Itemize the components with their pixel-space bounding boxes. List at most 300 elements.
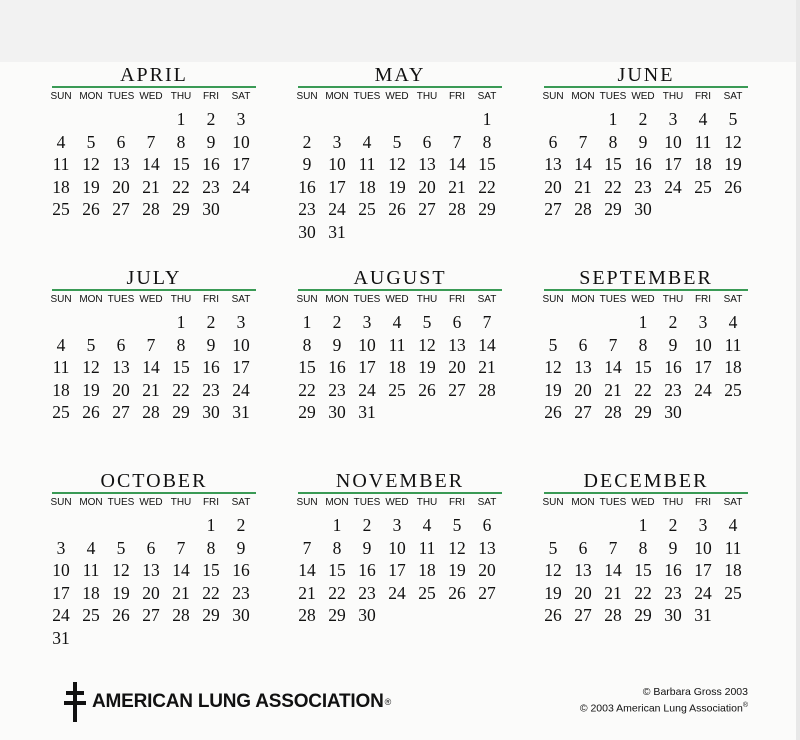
month-title: MAY [374, 64, 426, 86]
credits [580, 686, 748, 716]
weekday-label: MON [79, 91, 103, 102]
weekday-label: MON [571, 91, 595, 102]
weekday-label: WED [631, 294, 655, 305]
day-number: 19 [112, 582, 130, 603]
day-number: 16 [202, 357, 220, 377]
day-number: 1 [302, 312, 312, 332]
day-number: 29 [172, 402, 190, 422]
day-number: 27 [112, 199, 130, 219]
copyright-line [580, 699, 748, 716]
day-number: 25 [724, 379, 742, 400]
weekday-label: WED [139, 497, 163, 508]
day-number: 29 [328, 605, 346, 625]
day-number: 22 [478, 176, 496, 197]
day-number: 26 [418, 379, 436, 400]
day-number: 22 [634, 582, 652, 603]
day-number: 28 [448, 199, 466, 219]
day-number: 19 [724, 154, 742, 174]
weekday-label: FRI [202, 497, 220, 508]
day-number: 3 [392, 515, 402, 535]
day-number: 6 [578, 537, 588, 558]
weekday-label: WED [385, 294, 409, 305]
empty-cell [76, 108, 106, 131]
day-grid [292, 108, 502, 243]
day-number: 11 [694, 131, 712, 152]
day-number: 2 [362, 515, 372, 535]
month-title: NOVEMBER [335, 470, 465, 492]
day-number: 20 [478, 560, 496, 580]
day-number: 9 [206, 131, 216, 152]
day-number: 23 [202, 379, 220, 400]
day-number: 14 [172, 560, 190, 580]
day-number: 18 [694, 154, 712, 174]
weekday-label: SUN [296, 497, 318, 508]
empty-cell [76, 514, 106, 537]
day-number: 17 [232, 154, 250, 174]
day-number: 8 [302, 334, 312, 355]
month-rule [544, 492, 748, 494]
weekday-label: TUES [353, 91, 381, 102]
day-number: 14 [448, 154, 466, 174]
day-number: 2 [332, 312, 342, 332]
day-number: 12 [112, 560, 130, 580]
day-number: 13 [574, 560, 592, 580]
weekday-label: SAT [477, 294, 497, 305]
day-number: 10 [328, 154, 346, 174]
day-grid [46, 514, 256, 649]
weekday-label: MON [571, 497, 595, 508]
day-number: 22 [202, 582, 220, 603]
month-rule [544, 289, 748, 291]
day-number: 13 [544, 154, 562, 174]
weekday-label: SAT [477, 91, 497, 102]
weekday-label: FRI [202, 294, 220, 305]
month-rule [52, 289, 256, 291]
empty-cell [598, 514, 628, 537]
day-number: 7 [482, 312, 492, 332]
day-number: 15 [202, 560, 220, 580]
day-number: 8 [206, 537, 216, 558]
month-june [538, 64, 748, 221]
empty-cell [598, 311, 628, 334]
day-number: 7 [176, 537, 186, 558]
day-number: 27 [112, 402, 130, 422]
day-number: 25 [694, 176, 712, 197]
day-number: 16 [202, 154, 220, 174]
day-number: 27 [574, 605, 592, 625]
weekday-header [292, 293, 502, 307]
day-number: 15 [172, 357, 190, 377]
day-number: 22 [328, 582, 346, 603]
weekday-label: MON [571, 294, 595, 305]
day-number: 14 [142, 357, 160, 377]
day-grid [538, 108, 748, 221]
copyright-text: © 2003 American Lung Association [579, 702, 743, 715]
weekday-label: TUES [599, 294, 627, 305]
weekday-label: TUES [599, 497, 627, 508]
weekday-label: WED [631, 497, 655, 508]
weekday-label: WED [139, 91, 163, 102]
day-number: 15 [634, 357, 652, 377]
weekday-label: SUN [50, 497, 72, 508]
day-number: 25 [52, 402, 70, 422]
day-number: 14 [604, 560, 622, 580]
day-number: 9 [362, 537, 372, 558]
day-number: 3 [698, 312, 708, 332]
month-may [292, 64, 502, 243]
day-number: 14 [478, 334, 496, 355]
empty-cell [538, 108, 568, 131]
day-number: 20 [112, 379, 130, 400]
day-number: 24 [232, 176, 250, 197]
day-number: 11 [52, 154, 70, 174]
day-number: 15 [478, 154, 496, 174]
empty-cell [568, 108, 598, 131]
day-number: 24 [328, 199, 346, 219]
day-number: 5 [548, 334, 558, 355]
weekday-header [292, 90, 502, 104]
day-number: 26 [544, 605, 562, 625]
day-number: 24 [358, 379, 376, 400]
day-number: 3 [236, 109, 246, 129]
day-number: 29 [202, 605, 220, 625]
day-number: 21 [604, 582, 622, 603]
day-number: 13 [112, 357, 130, 377]
day-number: 1 [482, 109, 492, 129]
day-number: 12 [418, 334, 436, 355]
day-number: 14 [142, 154, 160, 174]
empty-cell [538, 311, 568, 334]
weekday-label: SUN [296, 91, 318, 102]
day-number: 19 [418, 357, 436, 377]
weekday-label: SUN [296, 294, 318, 305]
day-number: 23 [664, 379, 682, 400]
day-number: 25 [52, 199, 70, 219]
day-number: 27 [448, 379, 466, 400]
day-number: 11 [724, 334, 742, 355]
day-number: 26 [544, 402, 562, 422]
day-number: 13 [478, 537, 496, 558]
copyright-registered-mark: ® [742, 702, 748, 709]
day-number: 18 [358, 176, 376, 197]
day-number: 22 [298, 379, 316, 400]
day-number: 14 [298, 560, 316, 580]
day-number: 20 [112, 176, 130, 197]
day-number: 12 [82, 154, 100, 174]
day-number: 26 [82, 402, 100, 422]
day-number: 15 [328, 560, 346, 580]
day-number: 17 [388, 560, 406, 580]
weekday-label: SUN [542, 91, 564, 102]
day-number: 2 [236, 515, 246, 535]
empty-cell [568, 311, 598, 334]
day-number: 17 [664, 154, 682, 174]
day-number: 30 [202, 402, 220, 422]
day-number: 21 [448, 176, 466, 197]
weekday-label: TUES [353, 497, 381, 508]
day-number: 10 [694, 537, 712, 558]
day-number: 5 [548, 537, 558, 558]
day-number: 8 [638, 537, 648, 558]
day-number: 28 [478, 379, 496, 400]
day-number: 23 [358, 582, 376, 603]
empty-cell [106, 108, 136, 131]
day-number: 7 [452, 131, 462, 152]
day-number: 11 [82, 560, 100, 580]
day-number: 10 [664, 131, 682, 152]
day-number: 23 [232, 582, 250, 603]
weekday-label: THU [170, 497, 192, 508]
month-april [46, 64, 256, 221]
day-number: 6 [548, 131, 558, 152]
day-number: 17 [52, 582, 70, 603]
day-number: 25 [82, 605, 100, 625]
day-number: 9 [302, 154, 312, 174]
day-number: 3 [56, 537, 66, 558]
day-number: 11 [388, 334, 406, 355]
month-rule [544, 86, 748, 88]
weekday-label: SAT [477, 497, 497, 508]
day-number: 1 [206, 515, 216, 535]
weekday-label: THU [662, 91, 684, 102]
day-number: 25 [388, 379, 406, 400]
day-number: 6 [146, 537, 156, 558]
month-title: APRIL [120, 64, 188, 86]
day-number: 28 [604, 605, 622, 625]
day-number: 5 [422, 312, 432, 332]
artist-credit: © Barbara Gross 2003 [642, 686, 748, 698]
month-rule [298, 289, 502, 291]
weekday-label: THU [170, 91, 192, 102]
weekday-label: FRI [694, 294, 712, 305]
day-number: 3 [668, 109, 678, 129]
day-number: 15 [634, 560, 652, 580]
day-number: 5 [86, 131, 96, 152]
weekday-label: TUES [107, 497, 135, 508]
weekday-header [46, 496, 256, 510]
day-number: 20 [418, 176, 436, 197]
weekday-label: FRI [694, 91, 712, 102]
day-number: 21 [142, 176, 160, 197]
day-number: 24 [232, 379, 250, 400]
month-title: JUNE [617, 64, 675, 86]
weekday-label: TUES [107, 91, 135, 102]
day-number: 11 [724, 537, 742, 558]
weekday-label: WED [385, 497, 409, 508]
day-number: 24 [694, 582, 712, 603]
day-number: 15 [604, 154, 622, 174]
day-number: 14 [604, 357, 622, 377]
day-number: 6 [422, 131, 432, 152]
weekday-label: SAT [723, 294, 743, 305]
day-number: 7 [578, 131, 588, 152]
day-number: 5 [452, 515, 462, 535]
weekday-label: SAT [231, 497, 251, 508]
month-october [46, 470, 256, 649]
empty-cell [46, 108, 76, 131]
weekday-label: FRI [202, 91, 220, 102]
day-number: 22 [172, 176, 190, 197]
day-number: 13 [142, 560, 160, 580]
day-number: 12 [544, 560, 562, 580]
day-number: 16 [298, 176, 316, 197]
day-number: 24 [694, 379, 712, 400]
day-number: 8 [638, 334, 648, 355]
weekday-header [46, 293, 256, 307]
month-title: OCTOBER [100, 470, 208, 492]
empty-cell [322, 108, 352, 131]
month-title: JULY [126, 267, 182, 289]
day-number: 1 [638, 312, 648, 332]
weekday-label: MON [79, 294, 103, 305]
weekday-label: SAT [231, 294, 251, 305]
day-number: 17 [358, 357, 376, 377]
weekday-label: SAT [723, 497, 743, 508]
day-number: 21 [142, 379, 160, 400]
day-number: 4 [728, 515, 738, 535]
month-rule [298, 492, 502, 494]
day-number: 4 [56, 131, 66, 152]
day-number: 1 [176, 109, 186, 129]
weekday-label: SUN [50, 294, 72, 305]
day-number: 4 [698, 109, 708, 129]
day-number: 11 [52, 357, 70, 377]
empty-cell [568, 514, 598, 537]
day-number: 30 [232, 605, 250, 625]
day-number: 29 [172, 199, 190, 219]
day-number: 7 [608, 334, 618, 355]
day-number: 12 [544, 357, 562, 377]
day-number: 13 [574, 357, 592, 377]
registered-mark: ® [384, 697, 392, 707]
day-number: 28 [574, 199, 592, 219]
day-number: 18 [388, 357, 406, 377]
weekday-header [538, 90, 748, 104]
day-number: 3 [332, 131, 342, 152]
day-number: 18 [82, 582, 100, 603]
day-number: 16 [664, 560, 682, 580]
empty-cell [292, 108, 322, 131]
day-number: 26 [448, 582, 466, 603]
day-number: 23 [634, 176, 652, 197]
day-number: 16 [664, 357, 682, 377]
month-title: SEPTEMBER [579, 267, 713, 289]
day-number: 3 [698, 515, 708, 535]
day-number: 7 [146, 131, 156, 152]
double-barred-cross-icon [64, 682, 86, 722]
day-number: 14 [574, 154, 592, 174]
weekday-label: THU [662, 497, 684, 508]
day-number: 30 [634, 199, 652, 219]
month-rule [52, 492, 256, 494]
weekday-label: FRI [448, 294, 466, 305]
day-number: 18 [418, 560, 436, 580]
weekday-label: SAT [723, 91, 743, 102]
weekday-header [538, 496, 748, 510]
ala-logo [64, 682, 391, 722]
day-number: 29 [478, 199, 496, 219]
day-number: 12 [388, 154, 406, 174]
empty-cell [352, 108, 382, 131]
day-number: 31 [328, 221, 346, 242]
day-number: 20 [544, 176, 562, 197]
organization-name: AMERICAN LUNG ASSOCIATION [92, 691, 384, 712]
day-number: 27 [142, 605, 160, 625]
day-number: 2 [668, 515, 678, 535]
day-grid [538, 311, 748, 424]
day-number: 26 [388, 199, 406, 219]
day-number: 18 [52, 176, 70, 197]
weekday-label: MON [325, 91, 349, 102]
day-number: 15 [172, 154, 190, 174]
day-number: 17 [328, 176, 346, 197]
day-number: 21 [574, 176, 592, 197]
day-number: 16 [328, 357, 346, 377]
day-number: 23 [328, 379, 346, 400]
day-number: 23 [664, 582, 682, 603]
day-number: 6 [578, 334, 588, 355]
day-number: 30 [358, 605, 376, 625]
weekday-header [46, 90, 256, 104]
day-number: 5 [116, 537, 126, 558]
empty-cell [46, 311, 76, 334]
empty-cell [136, 108, 166, 131]
day-number: 30 [664, 402, 682, 422]
day-number: 4 [422, 515, 432, 535]
day-number: 23 [298, 199, 316, 219]
day-number: 28 [172, 605, 190, 625]
day-number: 20 [574, 379, 592, 400]
day-number: 1 [332, 515, 342, 535]
empty-cell [442, 108, 472, 131]
day-number: 10 [358, 334, 376, 355]
day-number: 20 [574, 582, 592, 603]
day-number: 8 [332, 537, 342, 558]
day-number: 19 [82, 176, 100, 197]
empty-cell [292, 514, 322, 537]
day-number: 6 [116, 334, 126, 355]
day-number: 1 [608, 109, 618, 129]
empty-cell [538, 514, 568, 537]
day-number: 21 [298, 582, 316, 603]
day-grid [46, 108, 256, 221]
day-number: 25 [724, 582, 742, 603]
day-number: 11 [358, 154, 376, 174]
day-number: 4 [392, 312, 402, 332]
empty-cell [166, 514, 196, 537]
day-number: 21 [604, 379, 622, 400]
weekday-label: WED [139, 294, 163, 305]
day-number: 26 [82, 199, 100, 219]
day-grid [538, 514, 748, 627]
day-number: 3 [236, 312, 246, 332]
day-grid [292, 514, 502, 627]
day-number: 29 [298, 402, 316, 422]
day-number: 5 [392, 131, 402, 152]
day-number: 19 [388, 176, 406, 197]
empty-cell [46, 514, 76, 537]
day-number: 6 [482, 515, 492, 535]
day-number: 9 [332, 334, 342, 355]
weekday-label: SUN [542, 294, 564, 305]
day-number: 30 [664, 605, 682, 625]
month-rule [52, 86, 256, 88]
month-july [46, 267, 256, 424]
day-number: 25 [358, 199, 376, 219]
day-number: 24 [664, 176, 682, 197]
day-number: 17 [232, 357, 250, 377]
day-number: 27 [478, 582, 496, 603]
